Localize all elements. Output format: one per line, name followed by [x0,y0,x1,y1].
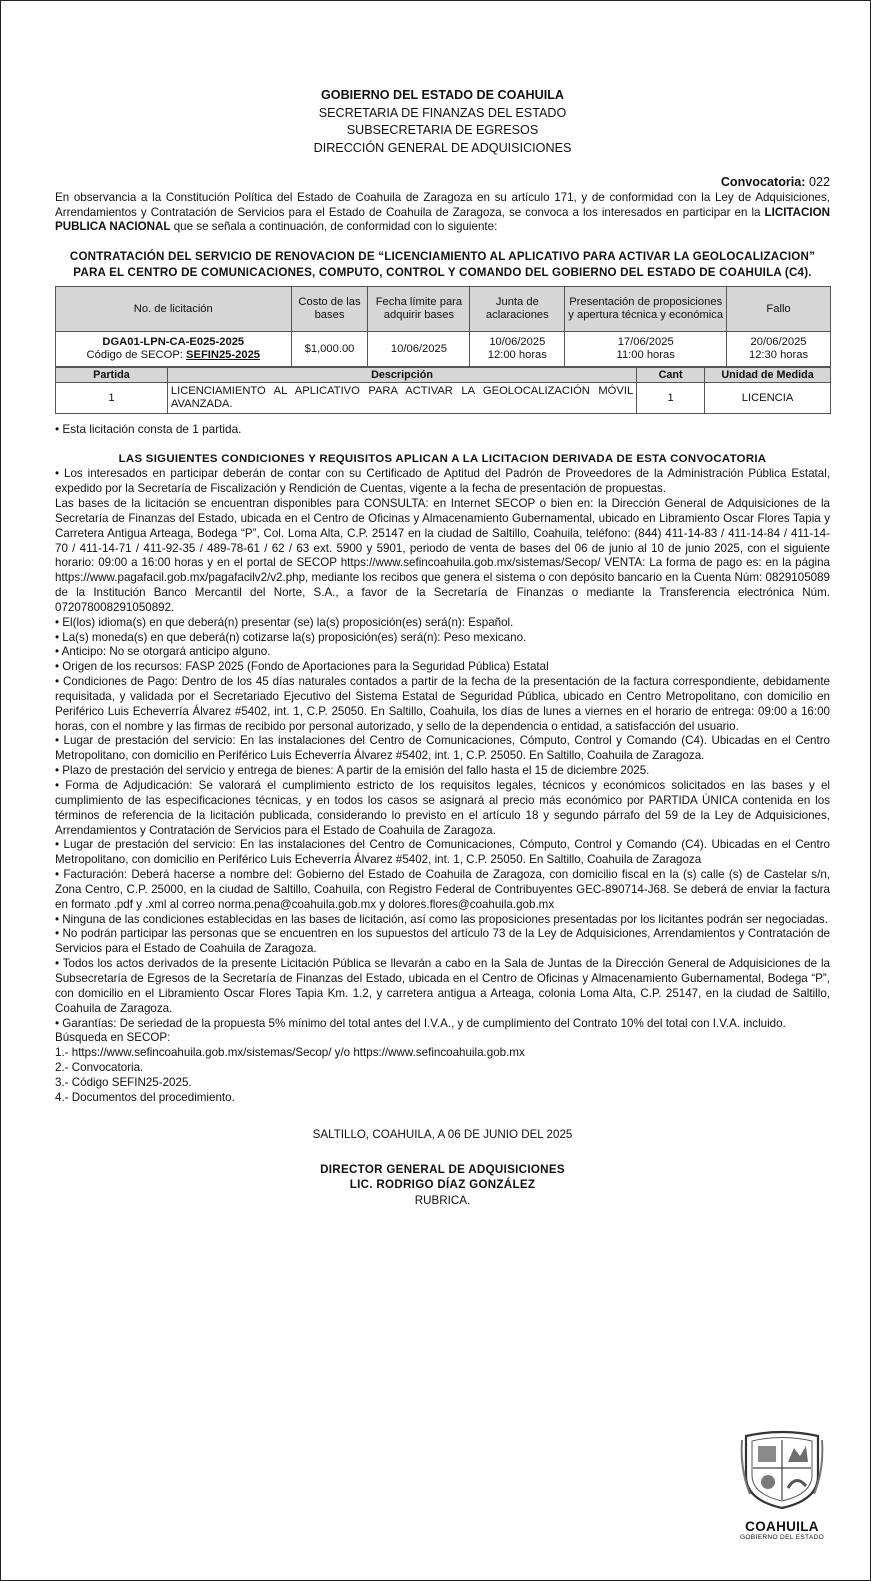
secop-list-item: 2.- Convocatoria. [55,1061,144,1075]
intro-bold: LICITACION PUBLICA NACIONAL [55,205,830,234]
signature-rubrica: RUBRICA. [414,1193,471,1207]
logo-name: COAHUILA [745,1519,819,1534]
header-subsecretaria: SUBSECRETARIA DE EGRESOS [346,123,539,137]
presentacion-date: 17/06/2025 [617,336,674,349]
table-row [56,383,831,414]
condition-paragraph: • Anticipo: No se otorgará anticipo alguno. [55,645,271,659]
condition-paragraph: • Lugar de prestación del servicio: En las instalaciones del Centro de Comunicaciones, Cómputo, Control y Comando (C4). Ubicadas en el Centro Metropolitano, con domicilio en Periférico Luis Echeverría Álvarez #5402, int. 1, C.P. 25050. En Saltillo, Coahuila de Zaragoza. [55,734,830,763]
secop-code-value: SEFIN25-2025 [186,349,261,362]
secop-search-list [55,1031,830,1105]
unidad-cell: LICENCIA [705,383,831,414]
secop-label: Código de SECOP: [86,349,187,362]
document-header [55,87,830,157]
condition-paragraph: • Facturación: Deberá hacerse a nombre del: Gobierno del Estado de Coahuila de Zaragoza, con domicilio fiscal en la (s) calle (s) de Castelar s/n, Zona Centro, C.P. 25000, en la ciudad de Saltillo, Coahuila, con Registro Federal de Contribuyentes GEC-890714-J68. Se deberá de enviar la factura en formato .pdf y .xml al correo norma.pena@coahuila.gob.mx y dolores.flores@coahuila.gob.mx [55,868,830,911]
col-header: Fallo [727,287,831,332]
condition-paragraph: Las bases de la licitación se encuentran disponibles para CONSULTA: en Internet SECOP o bien en: la Dirección General de Adquisiciones de la Secretaría de Finanzas del Estado, ubicada en el Centro de Oficinas y Almacenamiento Gubernamental, ubicado en Libramiento Oscar Flores Tapia y Carretera Antigua Arteaga, Bodega “P”, Col. Loma Alta, C.P. 25147 en la ciudad de Saltillo, Coahuila, teléfono: (844) 411-14-83 / 411-14-84 / 411-14-70 / 411-14-71 / 411-92-35 / 489-78-61 / 62 / 63 ext. 5900 y 5901, periodo de venta de bases del 06 de junio al 10 de junio 2025, con el siguiente horario: 09:00 a 16:00 horas y en el portal de SECOP https://www.sefincoahuila.gob.mx/sistemas/Secop/ VENTA: La forma de pago es: en la página https://www.pagafacil.gob.mx/pagafacilv2/v2.php, mediante los recibos que genera el sistema o con depósito bancario en la Cuenta Núm: 0829105089 de la Institución Banco Mercantil del Norte, S.A., a favor de la Secretaría de Finanzas o mediante la Transferencia electrónica Núm. 072078008291050892. [55,496,830,614]
logo-subtitle: GOBIERNO DEL ESTADO [739,1534,825,1541]
presentacion-time: 11:00 horas [616,349,675,362]
col-header: Fecha límite para adquirir bases [368,287,470,332]
col-header: Unidad de Medida [705,368,831,383]
condition-paragraph: • Condiciones de Pago: Dentro de los 45 días naturales contados a partir de la fecha de la presentación de la factura correspondiente, debidamente requisitada, y validada por el Secretariado Ejecutivo del Sistema Estatal de Seguridad Pública, ubicado en Centro Metropolitano, con domicilio en Periférico Luis Echeverría Álvarez #5402, int. 1, C.P. 25050. En Saltillo, Coahuila, los días de lunes a viernes en el horario de entrega: 09:00 a 16:00 horas, con el nombre y las firmas de recibido por personal autorizado, y sello de la dependencia o entidad, a satisfacción del usuario. [55,675,830,733]
header-secretaria: SECRETARIA DE FINANZAS DEL ESTADO [318,105,567,120]
descripcion-cell: LICENCIAMIENTO AL APLICATIVO PARA ACTIVAR LA GEOLOCALIZACIÓN MÓVIL AVANZADA. [167,383,636,414]
condition-paragraph: • Ninguna de las condiciones establecidas en las bases de licitación, así como las proposiciones presentadas por los licitantes podrán ser negociadas. [55,912,828,926]
conditions-body [55,467,830,1031]
licitacion-table-header [56,287,831,332]
intro-text-1: En observancia a la Constitución Política del Estado de Coahuila de Zaragoza en su artículo 171, y de conformidad con la Ley de Adquisiciones, Arrendamientos y Contratación de Servicios para el Estado de Coahuila de Zaragoza, se convoca a los interesados en participar en la [55,191,830,219]
presentacion-cell [565,332,727,367]
signature-block [55,1162,830,1209]
procurement-title: CONTRATACIÓN DEL SERVICIO DE RENOVACION DE “LICENCIAMIENTO AL APLICATIVO PARA ACTIVAR LA GEOLOCALIZACION” PARA EL CENTRO DE COMUNICACIONES, COMPUTO, CONTROL Y COMANDO DEL GOBIERNO DEL ESTADO DE COAHUILA (C4). [69,250,816,279]
condition-paragraph: • La(s) moneda(s) en que deberá(n) cotizarse la(s) proposición(es) será(n): Peso mexicano. [55,630,527,644]
partidas-note: • Esta licitación consta de 1 partida. [55,422,242,437]
licitacion-cell [56,332,292,367]
convocatoria-value: 022 [805,175,830,189]
intro-text-2: que se señala a continuación, de conformidad con lo siguiente: [170,220,498,234]
secop-list-item: 4.- Documentos del procedimiento. [55,1090,235,1104]
signature-role: DIRECTOR GENERAL DE ADQUISICIONES [320,1162,565,1176]
table-row [56,332,831,367]
partidas-table-header [56,368,831,383]
licitacion-table [55,286,831,367]
secop-list-title: Búsqueda en SECOP: [55,1031,171,1045]
condition-paragraph: • Plazo de prestación del servicio y entrega de bienes: A partir de la emisión del fallo hasta el 15 de diciembre 2025. [55,764,650,778]
partidas-table [55,367,831,414]
condition-paragraph: • Forma de Adjudicación: Se valorará el cumplimiento estricto de los requisitos legales, técnicos y económicos solicitados en las bases y el cumplimiento de las especificaciones técnicas, y en todos los casos se asignará al precio más económico por PARTIDA ÚNICA contenida en los términos de referencia de la licitación publicada, considerando lo previsto en el artículo 18 y segundo párrafo del 59 de la Ley de Adquisiciones, Arrendamientos y Contratación de Servicios para el Estado de Coahuila de Zaragoza. [55,779,830,837]
cant-cell: 1 [637,383,705,414]
intro-paragraph [55,191,830,235]
condition-paragraph: • Origen de los recursos: FASP 2025 (Fondo de Aportaciones para la Seguridad Pública) Estatal [55,660,549,674]
place-date: SALTILLO, COAHUILA, A 06 DE JUNIO DEL 2025 [312,1127,573,1141]
convocatoria-number [55,174,830,191]
condition-paragraph: • No podrán participar las personas que se encuentren en los supuestos del artículo 73 de la Ley de Adquisiciones, Arrendamientos y Contratación de Servicios para el Estado de Coahuila de Zaragoza. [55,927,830,956]
licitacion-number: DGA01-LPN-CA-E025-2025 [102,336,245,349]
junta-date: 10/06/2025 [489,336,546,349]
convocatoria-label: Convocatoria: [720,175,806,189]
header-direccion: DIRECCIÓN GENERAL DE ADQUISICIONES [313,140,572,155]
col-header: Costo de las bases [291,287,368,332]
junta-cell [470,332,565,367]
secop-code [58,349,289,362]
condition-paragraph: • Los interesados en participar deberán de contar con su Certificado de Aptitud del Padrón de Proveedores de la Administración Pública Estatal, expedido por la Secretaría de Fiscalización y Rendición de Cuentas, vigente a la fecha de presentación de propuestas. [55,467,830,496]
partida-cell: 1 [56,383,168,414]
condition-paragraph: • Garantías: De seriedad de la propuesta 5% mínimo del total antes del I.V.A., y de cumplimiento del Contrato 10% del total con I.V.A. incluido. [55,1016,786,1030]
condition-paragraph: • Lugar de prestación del servicio: En las instalaciones del Centro de Comunicaciones, Cómputo, Control y Comando (C4). Ubicadas en el Centro Metropolitano, con domicilio en Periférico Luis Echeverría Álvarez #5402, int. 1, C.P. 25050. En Saltillo, Coahuila de Zaragoza [55,838,830,867]
signature-name: LIC. RODRIGO DÍAZ GONZÁLEZ [349,1178,536,1192]
conditions-title: LAS SIGUIENTES CONDICIONES Y REQUISITOS APLICAN A LA LICITACION DERIVADA DE ESTA CONVOCATORIA [118,453,767,466]
col-header: Cant [637,368,705,383]
col-header: No. de licitación [56,287,292,332]
coat-of-arms-icon [740,1430,824,1510]
fecha-limite-cell: 10/06/2025 [368,332,470,367]
condition-paragraph: • El(los) idioma(s) en que deberá(n) presentar (se) la(s) proposición(es) será(n): Español. [55,615,514,629]
header-government: GOBIERNO DEL ESTADO DE COAHUILA [320,88,565,102]
col-header: Junta de aclaraciones [470,287,565,332]
col-header: Partida [56,368,168,383]
secop-list-item: 1.- https://www.sefincoahuila.gob.mx/sistemas/Secop/ y/o https://www.sefincoahuila.gob.mx [55,1046,525,1060]
costo-cell: $1,000.00 [291,332,368,367]
fallo-cell [727,332,831,367]
coahuila-logo [730,1430,834,1542]
secop-list-item: 3.- Código SEFIN25-2025. [55,1075,192,1089]
col-header: Presentación de proposiciones y apertura técnica y económica [565,287,727,332]
condition-paragraph: • Todos los actos derivados de la presente Licitación Pública se llevarán a cabo en la Sala de Juntas de la Dirección General de Adquisiciones de la Subsecretaría de Egresos de la Secretaría de Finanzas del Estado, ubicada en el Centro de Oficinas y Almacenamiento Gubernamental, Bodega “P”, con domicilio en el Libramiento Oscar Flores Tapia Km. 1.2, y carretera antigua a Arteaga, colonia Loma Alta, C.P. 25147, en la ciudad de Saltillo, Coahuila de Zaragoza. [55,957,830,1015]
col-header: Descripción [167,368,636,383]
fallo-time: 12:30 horas [748,349,809,362]
junta-time: 12:00 horas [487,349,547,362]
fallo-date: 20/06/2025 [750,336,807,349]
